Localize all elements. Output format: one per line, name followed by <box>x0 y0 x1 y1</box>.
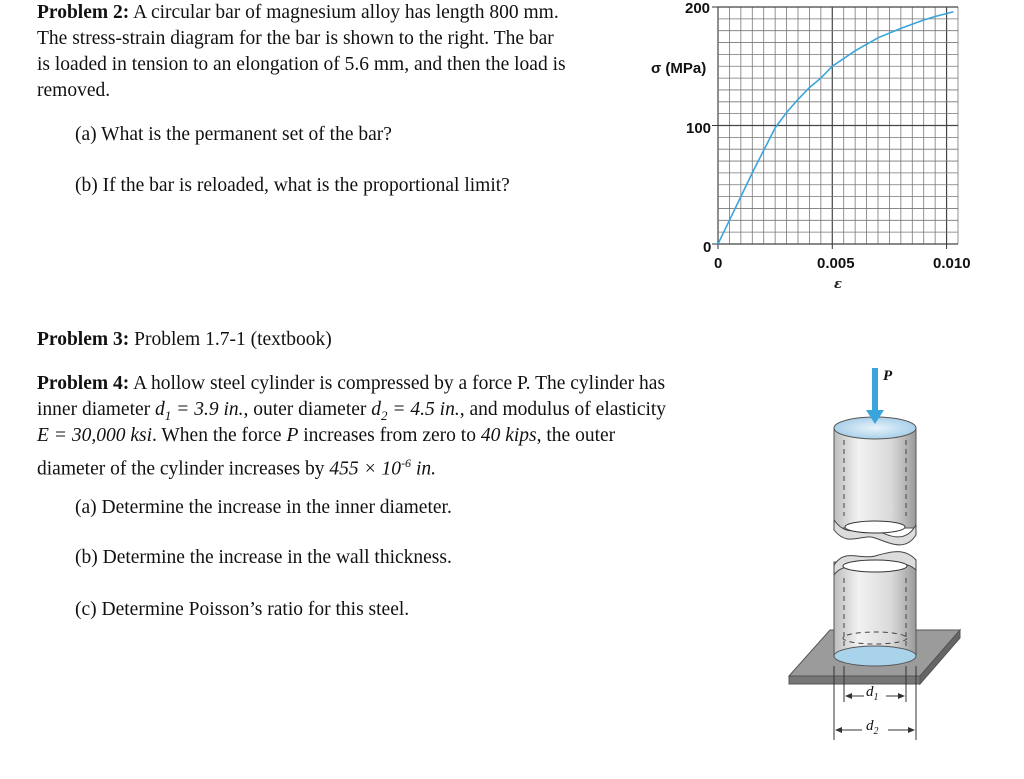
lower-cylinder-base-ring <box>834 646 916 666</box>
problem2-text-4: removed. <box>37 80 111 101</box>
problem4-question-c: (c) Determine Poisson’s ratio for this steel. <box>75 599 410 620</box>
d2-label <box>866 718 879 737</box>
subscript: 1 <box>164 407 172 423</box>
x-tick-0-005: 0.005 <box>817 255 855 272</box>
problem2-label: Problem 2: <box>37 2 130 23</box>
d2-symbol: d <box>866 718 874 734</box>
y-tick-100: 100 <box>686 120 712 137</box>
text-segment: , the outer <box>536 425 616 446</box>
base-plate-front <box>789 676 920 684</box>
text-segment: diameter of the cylinder increases by <box>37 458 330 480</box>
symbol-d1: d <box>155 399 165 420</box>
d2-subscript: 2 <box>873 726 879 737</box>
problem4-question-a: (a) Determine the increase in the inner diameter. <box>75 497 452 518</box>
d1-arrowhead-right <box>898 693 905 699</box>
x-axis-label: ε <box>834 277 842 292</box>
text-segment: increases from zero to <box>298 425 481 446</box>
value-force: 40 kips <box>480 425 537 446</box>
problem4-question-b: (b) Determine the increase in the wall thickness. <box>75 547 452 568</box>
value-d2: = 4.5 in. <box>387 399 460 420</box>
y-tick-0: 0 <box>703 239 712 256</box>
lower-hollow-interior <box>843 560 907 572</box>
y-axis-label: σ (MPa) <box>651 60 707 77</box>
problem2-question-a: (a) What is the permanent set of the bar? <box>75 124 392 145</box>
value-increase: 455 × 10 <box>329 458 402 480</box>
d2-arrowhead-right <box>908 727 915 733</box>
value-d1: = 3.9 in. <box>171 399 244 420</box>
problem2-text-1: A circular bar of magnesium alloy has length 800 mm. <box>133 2 559 23</box>
upper-hollow-interior <box>845 521 905 533</box>
y-tick-200: 200 <box>685 0 711 17</box>
x-tick-0-010: 0.010 <box>933 255 971 272</box>
text-segment: inner diameter <box>37 399 156 420</box>
d1-label <box>866 684 879 703</box>
superscript: -6 <box>401 456 412 470</box>
lower-cylinder-body <box>834 562 916 656</box>
text-segment: , outer diameter <box>243 399 372 420</box>
unit: in. <box>411 458 436 480</box>
symbol-p: P <box>286 425 299 446</box>
upper-cylinder-body <box>834 428 916 528</box>
problem2-text-2: The stress-strain diagram for the bar is shown to the right. The bar <box>37 28 554 49</box>
problem3-text: Problem 1.7-1 (textbook) <box>134 329 332 350</box>
text-segment: . When the force <box>151 425 287 446</box>
value-e: E = 30,000 ksi <box>37 425 152 446</box>
problem4-text-1: A hollow steel cylinder is compressed by a force P. The cylinder has <box>133 373 666 394</box>
d1-arrowhead-left <box>845 693 852 699</box>
force-label-p: P <box>883 368 893 384</box>
d1-subscript: 1 <box>873 692 879 703</box>
d1-symbol: d <box>866 684 874 700</box>
symbol-d2: d <box>371 399 382 420</box>
problem3-label: Problem 3: <box>37 329 130 350</box>
problem4-label: Problem 4: <box>37 373 130 394</box>
problem2-question-b: (b) If the bar is reloaded, what is the proportional limit? <box>75 175 510 196</box>
text-segment: , and modulus of elasticity <box>459 399 667 420</box>
d2-arrowhead-left <box>835 727 842 733</box>
problem2-text-3: is loaded in tension to an elongation of 5.6 mm, and then the load is <box>37 54 566 75</box>
x-tick-0: 0 <box>714 255 723 272</box>
subscript: 2 <box>381 407 388 423</box>
